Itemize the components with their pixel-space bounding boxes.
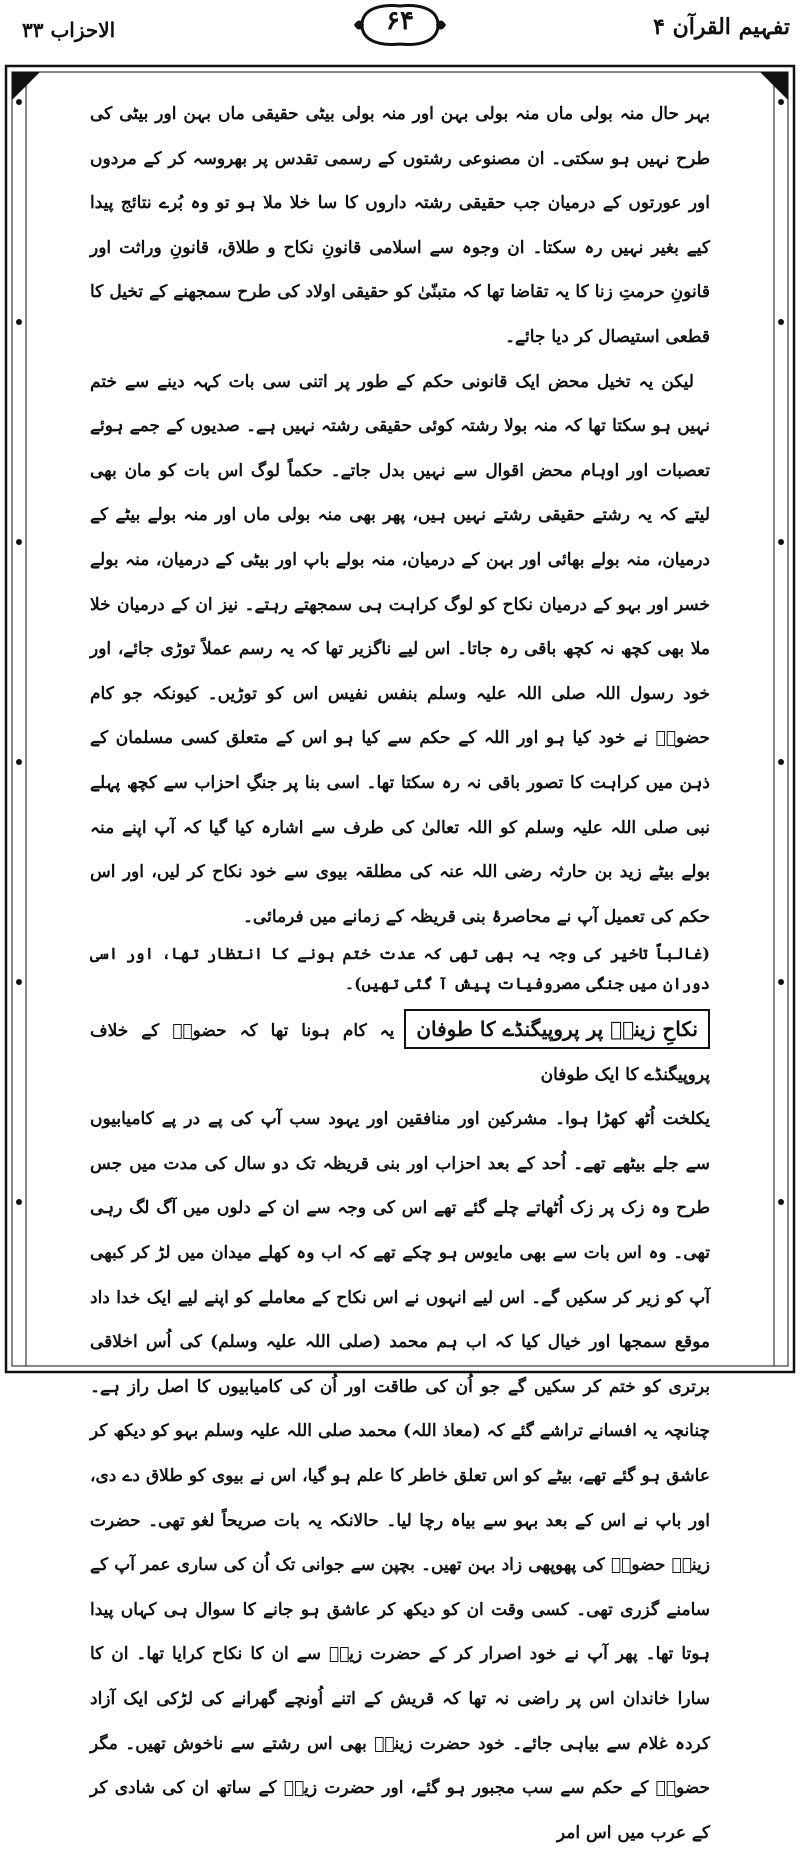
section-row [90, 1009, 710, 1097]
side-heading: نکاحِ زینبؓ پر پروپیگنڈے کا طوفان [404, 1009, 710, 1049]
paragraph-lead: یہ کام ہونا تھا کہ حضورؐ کے خلاف پروپیگنڈے کا ایک طوفان [90, 1021, 710, 1086]
running-title: تفہیم القرآن ۴ [653, 14, 790, 40]
paragraph: یکلخت اُٹھ کھڑا ہوا۔ مشرکین اور منافقین اور یہود سب آپ کی پے در پے کامیابیوں سے جلے بیٹھے تھے۔ اُحد کے بعد احزاب اور بنی قریظہ تک دو سال کی مدت میں جس طرح وہ زک پر زک اُٹھاتے چلے گئے تھے اس کی وجہ سے ان کے دلوں میں آگ لگ رہی تھی۔ وہ اس بات سے بھی مایوس ہو چکے تھے کہ اب وہ کھلے میدان میں لڑ کر کبھی آپ کو زیر کر سکیں گے۔ اس لیے انہوں نے اس نکاح کے معاملے کو اپنے لیے ایک خدا داد موقع سمجھا اور خیال کیا کہ اب ہم محمد (صلی اللہ علیہ وسلم) کی اُس اخلاقی برتری کو ختم کر سکیں گے جو اُن کی طاقت اور اُن کی کامیابیوں کا اصل راز ہے۔ چنانچہ یہ افسانے تراشے گئے کہ (معاذ اللہ) محمد صلی اللہ علیہ وسلم بہو کو دیکھ کر عاشق ہو گئے تھے، بیٹے کو اس تعلق خاطر کا علم ہو گیا، اس نے بیوی کو طلاق دے دی، اور باپ نے اس کے بعد بہو سے بیاہ رچا لیا۔ حالانکہ یہ بات صریحاً لغو تھی۔ حضرت زینبؓ حضورؐ کی پھوپھی زاد بہن تھیں۔ بچپن سے جوانی تک اُن کی ساری عمر آپ کے سامنے گزری تھی۔ کسی وقت ان کو دیکھ کر عاشق ہو جانے کا سوال ہی کہاں پیدا ہوتا تھا۔ پھر آپ نے خود اصرار کر کے حضرت زیدؓ سے ان کا نکاح کرایا تھا۔ ان کا سارا خاندان اس پر راضی نہ تھا کہ قریش کے اتنے اُونچے گھرانے کی لڑکی ایک آزاد کردہ غلام سے بیاہی جائے۔ خود حضرت زینبؓ بھی اس رشتے سے ناخوش تھیں۔ مگر حضورؐ کے حکم سے سب مجبور ہو گئے، اور حضرت زیدؓ کے ساتھ ان کی شادی کر کے عرب میں اس امر [90, 1109, 710, 1843]
main-text [90, 92, 710, 1843]
running-section: الاحزاب ۳۳ [22, 18, 116, 42]
paragraph: بہر حال منہ بولی ماں منہ بولی بہن اور منہ بولی بیٹی حقیقی ماں بہن اور بیٹی کی طرح نہیں ہو سکتی۔ ان مصنوعی رشتوں کے رسمی تقدس پر بھروسہ کر کے مردوں اور عورتوں کے درمیان جب حقیقی رشتہ داروں کا سا خلا ملا ہو تو وہ بُرے نتائج پیدا کیے بغیر نہیں رہ سکتا۔ ان وجوہ سے اسلامی قانونِ نکاح و طلاق، قانونِ وراثت اور قانونِ حرمتِ زنا کا یہ تقاضا تھا کہ متبنّیٰ کو حقیقی اولاد کی طرح سمجھنے کے تخیل کا قطعی استیصال کر دیا جائے۔ [90, 104, 710, 347]
page-header [0, 0, 800, 62]
page-number: ۶۴ [386, 6, 414, 36]
parenthetical-note: (غالباً تاخیر کی وجہ یہ بھی تھی کہ عدت ختم ہونے کا انتظار تھا، اور اسی دوران میں جنگی مصروفیات پیش آ گئی تھیں)۔ [90, 944, 710, 994]
paragraph: لیکن یہ تخیل محض ایک قانونی حکم کے طور پر اتنی سی بات کہہ دینے سے ختم نہیں ہو سکتا تھا کہ منہ بولا رشتہ کوئی حقیقی رشتہ نہیں ہے۔ صدیوں کے جمے ہوئے تعصبات اور اوہام محض اقوال سے نہیں بدل جاتے۔ حکماً لوگ اس بات کو مان بھی لیتے کہ یہ رشتے حقیقی رشتے نہیں ہیں، پھر بھی منہ بولی ماں اور منہ بولے بیٹے کے درمیان، منہ بولے بھائی اور بہن کے درمیان، منہ بولے باپ اور بیٹی کے درمیان، منہ بولے خسر اور بہو کے درمیان نکاح کو لوگ کراہت ہی سمجھتے رہتے۔ نیز ان کے درمیان خلا ملا بھی کچھ نہ کچھ باقی رہ جاتا۔ اس لیے ناگزیر تھا کہ یہ رسم عملاً توڑی جائے، اور خود رسول اللہ صلی اللہ علیہ وسلم بنفس نفیس اس کو توڑیں۔ کیونکہ جو کام حضورؐ نے خود کیا ہو اور اللہ کے حکم سے کیا ہو اس کے متعلق کسی مسلمان کے ذہن میں کراہت کا تصور باقی نہ رہ سکتا تھا۔ اسی بنا پر جنگِ احزاب سے کچھ پہلے نبی صلی اللہ علیہ وسلم کو اللہ تعالیٰ کی طرف سے اشارہ کیا گیا کہ آپ اپنے منہ بولے بیٹے زید بن حارثہ رضی اللہ عنہ کی مطلقہ بیوی سے خود نکاح کر لیں، اور اس حکم کی تعمیل آپ نے محاصرۂ بنی قریظہ کے زمانے میں فرمائی۔ [90, 371, 710, 927]
